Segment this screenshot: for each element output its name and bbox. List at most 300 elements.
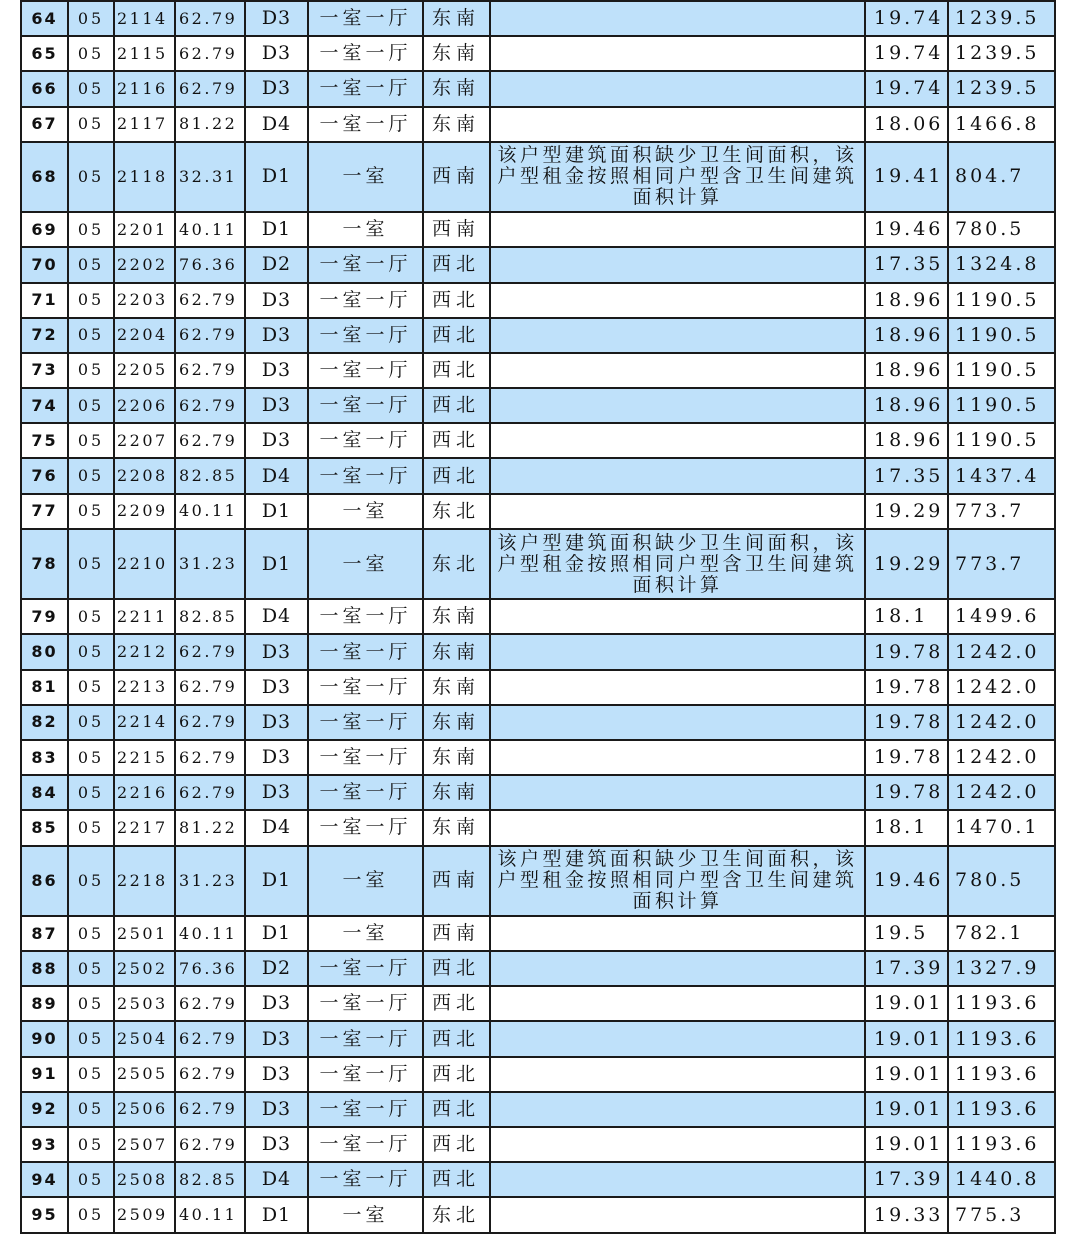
table-row xyxy=(21,1057,1055,1092)
row-index-cell: 84 xyxy=(21,775,68,810)
building-cell: 05 xyxy=(68,107,114,142)
orientation-cell: 西北 xyxy=(423,318,490,353)
room-number-cell: 2215 xyxy=(114,740,175,775)
unit-price-cell: 19.78 xyxy=(865,634,948,669)
unit-type-cell: D3 xyxy=(245,423,308,458)
building-cell: 05 xyxy=(68,36,114,71)
unit-type-cell: D4 xyxy=(245,599,308,634)
room-number-cell: 2116 xyxy=(114,71,175,106)
remark-cell xyxy=(490,1,865,36)
table-row xyxy=(21,810,1055,845)
unit-type-cell: D3 xyxy=(245,1127,308,1162)
layout-cell: 一室 xyxy=(308,1197,423,1232)
building-cell: 05 xyxy=(68,529,114,599)
table-body xyxy=(21,1,1055,1233)
layout-cell: 一室一厅 xyxy=(308,283,423,318)
area-cell: 40.11 xyxy=(175,212,245,247)
area-cell: 81.22 xyxy=(175,107,245,142)
unit-type-cell: D3 xyxy=(245,1057,308,1092)
remark-cell xyxy=(490,423,865,458)
orientation-cell: 西北 xyxy=(423,1092,490,1127)
building-cell: 05 xyxy=(68,1,114,36)
monthly-rent-cell: 775.3 xyxy=(948,1197,1055,1232)
area-cell: 62.79 xyxy=(175,36,245,71)
table-row xyxy=(21,71,1055,106)
unit-price-cell: 19.33 xyxy=(865,1197,948,1232)
table-row xyxy=(21,283,1055,318)
table-row xyxy=(21,1092,1055,1127)
building-cell: 05 xyxy=(68,775,114,810)
area-cell: 82.85 xyxy=(175,599,245,634)
unit-price-cell: 19.78 xyxy=(865,740,948,775)
unit-price-cell: 19.5 xyxy=(865,916,948,951)
unit-type-cell: D3 xyxy=(245,388,308,423)
unit-price-cell: 18.96 xyxy=(865,388,948,423)
remark-cell xyxy=(490,1127,865,1162)
layout-cell: 一室一厅 xyxy=(308,388,423,423)
layout-cell: 一室一厅 xyxy=(308,634,423,669)
row-index-cell: 65 xyxy=(21,36,68,71)
row-index-cell: 73 xyxy=(21,353,68,388)
layout-cell: 一室一厅 xyxy=(308,458,423,493)
monthly-rent-cell: 1242.0 xyxy=(948,775,1055,810)
orientation-cell: 西北 xyxy=(423,247,490,282)
monthly-rent-cell: 1466.8 xyxy=(948,107,1055,142)
layout-cell: 一室一厅 xyxy=(308,318,423,353)
room-number-cell: 2118 xyxy=(114,142,175,212)
remark-cell xyxy=(490,705,865,740)
building-cell: 05 xyxy=(68,247,114,282)
monthly-rent-cell: 1239.5 xyxy=(948,71,1055,106)
layout-cell: 一室 xyxy=(308,529,423,599)
area-cell: 40.11 xyxy=(175,494,245,529)
unit-type-cell: D1 xyxy=(245,494,308,529)
table-row xyxy=(21,740,1055,775)
unit-price-cell: 19.01 xyxy=(865,1057,948,1092)
monthly-rent-cell: 1193.6 xyxy=(948,986,1055,1021)
row-index-cell: 94 xyxy=(21,1162,68,1197)
area-cell: 76.36 xyxy=(175,247,245,282)
room-number-cell: 2506 xyxy=(114,1092,175,1127)
building-cell: 05 xyxy=(68,740,114,775)
area-cell: 31.23 xyxy=(175,529,245,599)
area-cell: 62.79 xyxy=(175,423,245,458)
row-index-cell: 85 xyxy=(21,810,68,845)
unit-type-cell: D3 xyxy=(245,36,308,71)
row-index-cell: 78 xyxy=(21,529,68,599)
area-cell: 62.79 xyxy=(175,705,245,740)
unit-price-cell: 19.29 xyxy=(865,529,948,599)
table-row xyxy=(21,1197,1055,1232)
unit-type-cell: D3 xyxy=(245,1,308,36)
orientation-cell: 西南 xyxy=(423,142,490,212)
remark-cell xyxy=(490,1162,865,1197)
table-row xyxy=(21,494,1055,529)
table-row xyxy=(21,458,1055,493)
unit-type-cell: D1 xyxy=(245,846,308,916)
row-index-cell: 72 xyxy=(21,318,68,353)
unit-type-cell: D3 xyxy=(245,1021,308,1056)
building-cell: 05 xyxy=(68,388,114,423)
unit-type-cell: D3 xyxy=(245,353,308,388)
room-number-cell: 2210 xyxy=(114,529,175,599)
row-index-cell: 95 xyxy=(21,1197,68,1232)
layout-cell: 一室一厅 xyxy=(308,423,423,458)
unit-type-cell: D3 xyxy=(245,318,308,353)
monthly-rent-cell: 804.7 xyxy=(948,142,1055,212)
unit-price-cell: 18.1 xyxy=(865,810,948,845)
area-cell: 82.85 xyxy=(175,1162,245,1197)
layout-cell: 一室 xyxy=(308,494,423,529)
building-cell: 05 xyxy=(68,458,114,493)
remark-cell: 该户型建筑面积缺少卫生间面积，该户型租金按照相同户型含卫生间建筑面积计算 xyxy=(490,846,865,916)
unit-type-cell: D1 xyxy=(245,142,308,212)
table-row xyxy=(21,318,1055,353)
orientation-cell: 东南 xyxy=(423,810,490,845)
monthly-rent-cell: 1242.0 xyxy=(948,740,1055,775)
row-index-cell: 90 xyxy=(21,1021,68,1056)
layout-cell: 一室一厅 xyxy=(308,36,423,71)
orientation-cell: 东南 xyxy=(423,71,490,106)
orientation-cell: 东南 xyxy=(423,599,490,634)
unit-type-cell: D1 xyxy=(245,212,308,247)
table-row xyxy=(21,142,1055,212)
building-cell: 05 xyxy=(68,599,114,634)
remark-cell xyxy=(490,458,865,493)
unit-type-cell: D3 xyxy=(245,1092,308,1127)
room-number-cell: 2503 xyxy=(114,986,175,1021)
row-index-cell: 88 xyxy=(21,951,68,986)
unit-price-cell: 19.29 xyxy=(865,494,948,529)
layout-cell: 一室一厅 xyxy=(308,1057,423,1092)
orientation-cell: 东南 xyxy=(423,740,490,775)
row-index-cell: 74 xyxy=(21,388,68,423)
building-cell: 05 xyxy=(68,423,114,458)
area-cell: 62.79 xyxy=(175,1021,245,1056)
monthly-rent-cell: 1193.6 xyxy=(948,1057,1055,1092)
monthly-rent-cell: 1190.5 xyxy=(948,318,1055,353)
building-cell: 05 xyxy=(68,810,114,845)
layout-cell: 一室一厅 xyxy=(308,353,423,388)
table-row xyxy=(21,1162,1055,1197)
unit-price-cell: 18.1 xyxy=(865,599,948,634)
remark-cell xyxy=(490,107,865,142)
unit-price-cell: 18.06 xyxy=(865,107,948,142)
remark-cell xyxy=(490,353,865,388)
unit-price-cell: 19.46 xyxy=(865,846,948,916)
remark-cell xyxy=(490,740,865,775)
remark-cell xyxy=(490,810,865,845)
room-number-cell: 2203 xyxy=(114,283,175,318)
building-cell: 05 xyxy=(68,353,114,388)
orientation-cell: 西南 xyxy=(423,212,490,247)
row-index-cell: 86 xyxy=(21,846,68,916)
remark-cell xyxy=(490,1197,865,1232)
layout-cell: 一室一厅 xyxy=(308,71,423,106)
layout-cell: 一室 xyxy=(308,142,423,212)
table-row xyxy=(21,670,1055,705)
row-index-cell: 87 xyxy=(21,916,68,951)
table-row xyxy=(21,247,1055,282)
monthly-rent-cell: 1327.9 xyxy=(948,951,1055,986)
area-cell: 62.79 xyxy=(175,670,245,705)
rental-listing-table xyxy=(20,0,1056,1234)
orientation-cell: 西北 xyxy=(423,388,490,423)
unit-type-cell: D2 xyxy=(245,247,308,282)
unit-price-cell: 19.78 xyxy=(865,775,948,810)
monthly-rent-cell: 1190.5 xyxy=(948,353,1055,388)
table-row xyxy=(21,846,1055,916)
monthly-rent-cell: 1440.8 xyxy=(948,1162,1055,1197)
area-cell: 62.79 xyxy=(175,740,245,775)
orientation-cell: 东南 xyxy=(423,705,490,740)
area-cell: 62.79 xyxy=(175,388,245,423)
monthly-rent-cell: 1193.6 xyxy=(948,1021,1055,1056)
room-number-cell: 2218 xyxy=(114,846,175,916)
layout-cell: 一室一厅 xyxy=(308,1162,423,1197)
building-cell: 05 xyxy=(68,212,114,247)
monthly-rent-cell: 1190.5 xyxy=(948,283,1055,318)
remark-cell: 该户型建筑面积缺少卫生间面积，该户型租金按照相同户型含卫生间建筑面积计算 xyxy=(490,529,865,599)
unit-type-cell: D4 xyxy=(245,107,308,142)
unit-type-cell: D3 xyxy=(245,775,308,810)
remark-cell xyxy=(490,599,865,634)
row-index-cell: 67 xyxy=(21,107,68,142)
orientation-cell: 西北 xyxy=(423,283,490,318)
layout-cell: 一室 xyxy=(308,846,423,916)
remark-cell xyxy=(490,916,865,951)
remark-cell xyxy=(490,247,865,282)
orientation-cell: 东北 xyxy=(423,494,490,529)
unit-type-cell: D3 xyxy=(245,670,308,705)
area-cell: 81.22 xyxy=(175,810,245,845)
table-row xyxy=(21,36,1055,71)
orientation-cell: 西北 xyxy=(423,951,490,986)
remark-cell xyxy=(490,36,865,71)
orientation-cell: 西南 xyxy=(423,916,490,951)
building-cell: 05 xyxy=(68,986,114,1021)
area-cell: 32.31 xyxy=(175,142,245,212)
row-index-cell: 81 xyxy=(21,670,68,705)
layout-cell: 一室一厅 xyxy=(308,1021,423,1056)
unit-price-cell: 18.96 xyxy=(865,318,948,353)
table-row xyxy=(21,212,1055,247)
unit-price-cell: 19.78 xyxy=(865,705,948,740)
room-number-cell: 2209 xyxy=(114,494,175,529)
room-number-cell: 2206 xyxy=(114,388,175,423)
building-cell: 05 xyxy=(68,318,114,353)
orientation-cell: 西北 xyxy=(423,423,490,458)
table-row xyxy=(21,599,1055,634)
unit-type-cell: D4 xyxy=(245,458,308,493)
layout-cell: 一室一厅 xyxy=(308,107,423,142)
area-cell: 62.79 xyxy=(175,1057,245,1092)
unit-price-cell: 19.78 xyxy=(865,670,948,705)
building-cell: 05 xyxy=(68,1021,114,1056)
layout-cell: 一室 xyxy=(308,916,423,951)
room-number-cell: 2213 xyxy=(114,670,175,705)
layout-cell: 一室一厅 xyxy=(308,1127,423,1162)
room-number-cell: 2507 xyxy=(114,1127,175,1162)
remark-cell xyxy=(490,670,865,705)
monthly-rent-cell: 1437.4 xyxy=(948,458,1055,493)
remark-cell xyxy=(490,951,865,986)
row-index-cell: 79 xyxy=(21,599,68,634)
orientation-cell: 西北 xyxy=(423,1162,490,1197)
row-index-cell: 92 xyxy=(21,1092,68,1127)
remark-cell xyxy=(490,283,865,318)
unit-price-cell: 18.96 xyxy=(865,423,948,458)
orientation-cell: 西北 xyxy=(423,1057,490,1092)
monthly-rent-cell: 1242.0 xyxy=(948,705,1055,740)
building-cell: 05 xyxy=(68,634,114,669)
room-number-cell: 2212 xyxy=(114,634,175,669)
row-index-cell: 68 xyxy=(21,142,68,212)
remark-cell xyxy=(490,1021,865,1056)
table-row xyxy=(21,986,1055,1021)
layout-cell: 一室一厅 xyxy=(308,1,423,36)
unit-price-cell: 19.41 xyxy=(865,142,948,212)
unit-type-cell: D3 xyxy=(245,986,308,1021)
building-cell: 05 xyxy=(68,1127,114,1162)
row-index-cell: 77 xyxy=(21,494,68,529)
remark-cell xyxy=(490,1092,865,1127)
area-cell: 31.23 xyxy=(175,846,245,916)
monthly-rent-cell: 1190.5 xyxy=(948,388,1055,423)
room-number-cell: 2201 xyxy=(114,212,175,247)
room-number-cell: 2204 xyxy=(114,318,175,353)
building-cell: 05 xyxy=(68,916,114,951)
room-number-cell: 2214 xyxy=(114,705,175,740)
orientation-cell: 东北 xyxy=(423,529,490,599)
unit-price-cell: 17.39 xyxy=(865,951,948,986)
building-cell: 05 xyxy=(68,494,114,529)
orientation-cell: 东南 xyxy=(423,775,490,810)
room-number-cell: 2211 xyxy=(114,599,175,634)
area-cell: 62.79 xyxy=(175,283,245,318)
row-index-cell: 80 xyxy=(21,634,68,669)
layout-cell: 一室 xyxy=(308,212,423,247)
table-row xyxy=(21,353,1055,388)
area-cell: 62.79 xyxy=(175,986,245,1021)
row-index-cell: 83 xyxy=(21,740,68,775)
area-cell: 40.11 xyxy=(175,1197,245,1232)
layout-cell: 一室一厅 xyxy=(308,986,423,1021)
unit-type-cell: D1 xyxy=(245,1197,308,1232)
area-cell: 62.79 xyxy=(175,634,245,669)
monthly-rent-cell: 1324.8 xyxy=(948,247,1055,282)
table-row xyxy=(21,388,1055,423)
table-row xyxy=(21,916,1055,951)
monthly-rent-cell: 1193.6 xyxy=(948,1127,1055,1162)
building-cell: 05 xyxy=(68,846,114,916)
table-row xyxy=(21,107,1055,142)
room-number-cell: 2202 xyxy=(114,247,175,282)
building-cell: 05 xyxy=(68,1197,114,1232)
row-index-cell: 93 xyxy=(21,1127,68,1162)
building-cell: 05 xyxy=(68,705,114,740)
table-row xyxy=(21,1,1055,36)
monthly-rent-cell: 780.5 xyxy=(948,212,1055,247)
monthly-rent-cell: 1242.0 xyxy=(948,670,1055,705)
row-index-cell: 76 xyxy=(21,458,68,493)
unit-price-cell: 19.01 xyxy=(865,986,948,1021)
area-cell: 62.79 xyxy=(175,318,245,353)
layout-cell: 一室一厅 xyxy=(308,1092,423,1127)
area-cell: 62.79 xyxy=(175,1,245,36)
area-cell: 62.79 xyxy=(175,1092,245,1127)
room-number-cell: 2208 xyxy=(114,458,175,493)
unit-type-cell: D1 xyxy=(245,529,308,599)
building-cell: 05 xyxy=(68,1092,114,1127)
table-row xyxy=(21,423,1055,458)
building-cell: 05 xyxy=(68,1162,114,1197)
area-cell: 76.36 xyxy=(175,951,245,986)
remark-cell xyxy=(490,212,865,247)
remark-cell xyxy=(490,494,865,529)
unit-type-cell: D3 xyxy=(245,705,308,740)
unit-price-cell: 19.46 xyxy=(865,212,948,247)
unit-price-cell: 19.01 xyxy=(865,1092,948,1127)
orientation-cell: 东南 xyxy=(423,634,490,669)
remark-cell xyxy=(490,775,865,810)
layout-cell: 一室一厅 xyxy=(308,247,423,282)
orientation-cell: 西北 xyxy=(423,1127,490,1162)
unit-price-cell: 19.74 xyxy=(865,71,948,106)
room-number-cell: 2115 xyxy=(114,36,175,71)
monthly-rent-cell: 1239.5 xyxy=(948,1,1055,36)
area-cell: 62.79 xyxy=(175,71,245,106)
orientation-cell: 东南 xyxy=(423,107,490,142)
unit-type-cell: D1 xyxy=(245,916,308,951)
row-index-cell: 71 xyxy=(21,283,68,318)
room-number-cell: 2205 xyxy=(114,353,175,388)
unit-type-cell: D3 xyxy=(245,634,308,669)
building-cell: 05 xyxy=(68,670,114,705)
row-index-cell: 66 xyxy=(21,71,68,106)
monthly-rent-cell: 782.1 xyxy=(948,916,1055,951)
row-index-cell: 64 xyxy=(21,1,68,36)
row-index-cell: 75 xyxy=(21,423,68,458)
room-number-cell: 2114 xyxy=(114,1,175,36)
orientation-cell: 东南 xyxy=(423,36,490,71)
unit-type-cell: D3 xyxy=(245,71,308,106)
row-index-cell: 69 xyxy=(21,212,68,247)
remark-cell xyxy=(490,388,865,423)
room-number-cell: 2504 xyxy=(114,1021,175,1056)
area-cell: 62.79 xyxy=(175,775,245,810)
orientation-cell: 东南 xyxy=(423,1,490,36)
unit-price-cell: 18.96 xyxy=(865,283,948,318)
unit-price-cell: 17.35 xyxy=(865,458,948,493)
building-cell: 05 xyxy=(68,71,114,106)
unit-price-cell: 17.39 xyxy=(865,1162,948,1197)
monthly-rent-cell: 773.7 xyxy=(948,494,1055,529)
monthly-rent-cell: 1470.1 xyxy=(948,810,1055,845)
unit-price-cell: 18.96 xyxy=(865,353,948,388)
unit-type-cell: D4 xyxy=(245,810,308,845)
table-row xyxy=(21,775,1055,810)
room-number-cell: 2207 xyxy=(114,423,175,458)
room-number-cell: 2216 xyxy=(114,775,175,810)
monthly-rent-cell: 780.5 xyxy=(948,846,1055,916)
table-row xyxy=(21,951,1055,986)
unit-price-cell: 17.35 xyxy=(865,247,948,282)
building-cell: 05 xyxy=(68,951,114,986)
layout-cell: 一室一厅 xyxy=(308,775,423,810)
table-row xyxy=(21,1127,1055,1162)
unit-price-cell: 19.01 xyxy=(865,1021,948,1056)
